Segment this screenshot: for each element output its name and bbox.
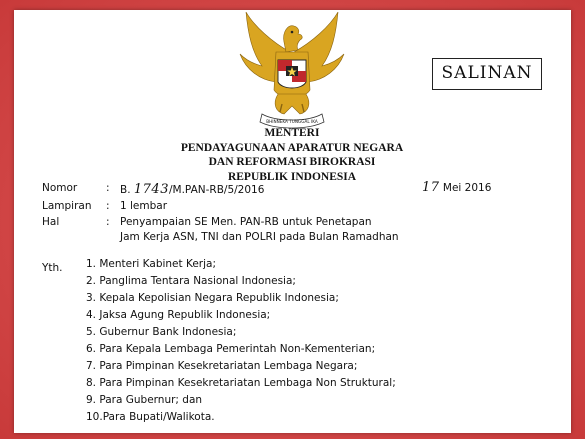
yth-label: Yth.	[42, 262, 63, 274]
heading-line-4: REPUBLIK INDONESIA	[227, 170, 357, 183]
letterhead-title	[122, 126, 462, 184]
lampiran-value: 1 lembar	[120, 200, 168, 212]
list-item: 1. Menteri Kabinet Kerja;	[86, 258, 216, 270]
list-item: 2. Panglima Tentara Nasional Indonesia;	[86, 275, 296, 287]
list-item: 3. Kepala Kepolisian Negara Republik Indonesia;	[86, 292, 339, 304]
salinan-stamp: SALINAN	[432, 58, 542, 90]
nomor-suffix: /M.PAN-RB/5/2016	[168, 184, 265, 196]
lampiran-label: Lampiran	[42, 200, 92, 212]
hal-colon: :	[106, 216, 110, 228]
list-item: 10.Para Bupati/Walikota.	[86, 411, 215, 423]
list-item: 7. Para Pimpinan Kesekretariatan Lembaga Negara;	[86, 360, 358, 372]
nomor-handwritten-number: 1743	[133, 182, 169, 197]
hal-line-1: Penyampaian SE Men. PAN-RB untuk Penetapan	[120, 216, 372, 228]
document-page	[14, 10, 571, 433]
heading-line-3: DAN REFORMASI BIROKRASI	[208, 156, 376, 168]
heading-line-2: PENDAYAGUNAAN APARATUR NEGARA	[180, 141, 404, 154]
nomor-prefix: B.	[120, 184, 131, 196]
list-item: 6. Para Kepala Lembaga Pemerintah Non-Kementerian;	[86, 343, 376, 355]
list-item: 9. Para Gubernur; dan	[86, 394, 203, 406]
date-handwritten-day: 17	[422, 180, 440, 195]
list-item: 4. Jaksa Agung Republik Indonesia;	[86, 309, 271, 321]
list-item: 5. Gubernur Bank Indonesia;	[86, 326, 237, 338]
letter-date	[422, 180, 491, 195]
nomor-colon: :	[106, 182, 110, 194]
heading-line-1: MENTERI	[264, 127, 320, 139]
hal-label: Hal	[42, 216, 60, 228]
list-item: 8. Para Pimpinan Kesekretariatan Lembaga Non Struktural;	[86, 377, 396, 389]
nomor-value	[120, 182, 264, 197]
nomor-label: Nomor	[42, 182, 78, 194]
emblem-motto: BHINNEKA TUNGGAL IKA	[266, 119, 318, 124]
hal-line-2: Jam Kerja ASN, TNI dan POLRI pada Bulan Ramadhan	[120, 231, 399, 243]
lampiran-colon: :	[106, 200, 110, 212]
date-month-year: Mei 2016	[442, 182, 492, 194]
garuda-emblem-icon	[232, 12, 352, 130]
